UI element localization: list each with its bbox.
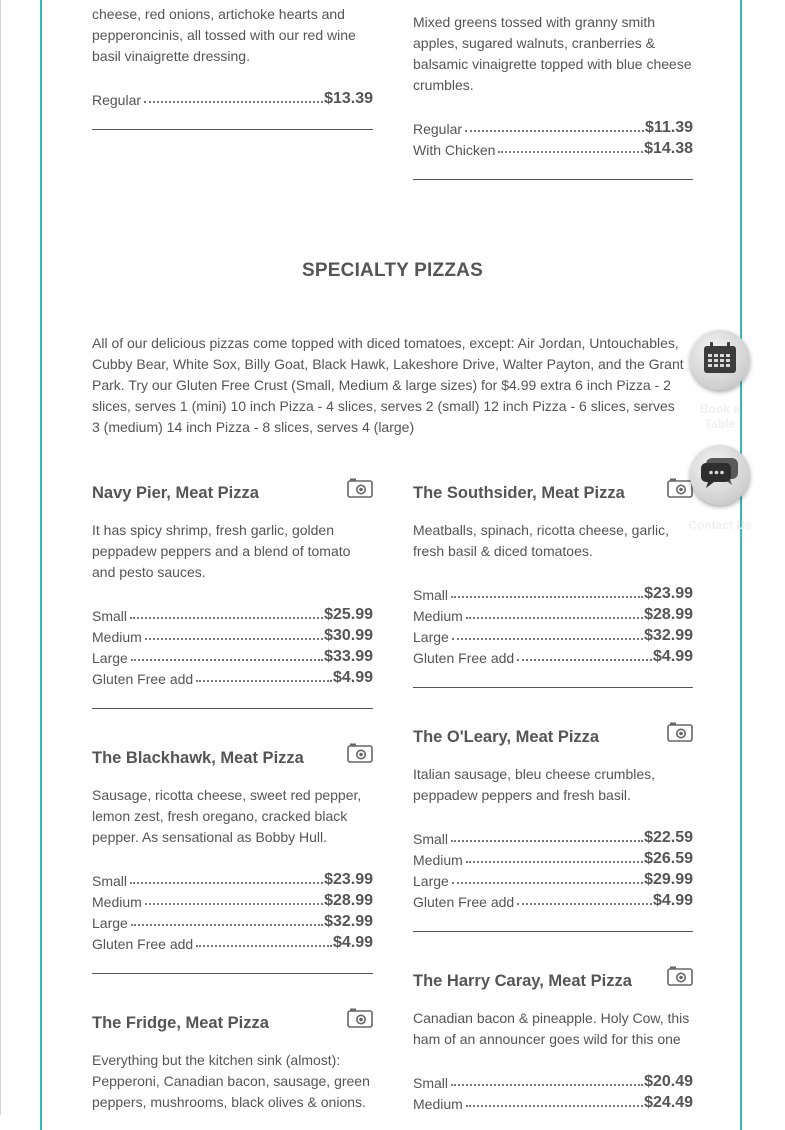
item-description: It has spicy shrimp, fresh garlic, golden peppadew peppers and a blend of tomato and pesto sauces. [92,522,351,580]
price-value: $23.99 [644,585,693,602]
item-description: cheese, red onions, artichoke hearts and pepperoncinis, all tossed with our red wine basil vinaigrette dressing. [92,6,356,64]
price-leader [466,617,643,619]
price-leader [498,151,643,153]
price-value: $4.99 [652,892,693,909]
price-label: Gluten Free add [413,650,517,666]
price-value: $28.99 [644,606,693,623]
price-label: Regular [413,121,465,137]
price-value: $30.99 [324,627,373,644]
price-row [92,868,373,889]
price-label: Gluten Free add [413,894,517,910]
price-row [413,137,693,158]
camera-icon[interactable] [667,478,693,498]
price-row [92,931,373,952]
price-value: $33.99 [324,648,373,665]
price-label: Medium [92,894,145,910]
item-description: Mixed greens tossed with granny smith apples, sugared walnuts, cranberries & balsamic vinaigrette topped with blue cheese crumbles. [413,14,692,93]
price-row [413,1070,693,1091]
price-row [413,582,693,603]
price-value: $28.99 [324,892,373,909]
page-edge [0,0,1,1115]
pizza-item-blackhawk [92,741,373,974]
divider [413,179,693,180]
salad-item-right [413,12,693,180]
price-row [413,1091,693,1112]
divider [92,708,373,709]
pizza-title: The Fridge, Meat Pizza [92,1014,269,1032]
item-description: Italian sausage, bleu cheese crumbles, peppadew peppers and fresh basil. [413,766,656,803]
divider [92,973,373,974]
price-row [92,889,373,910]
price-value: $14.38 [644,140,693,157]
price-value: $4.99 [652,648,693,665]
camera-icon[interactable] [347,1008,373,1028]
price-label: Small [413,587,451,603]
price-leader [452,882,643,884]
price-row [413,826,693,847]
price-label: Small [92,873,130,889]
price-row [92,87,373,108]
item-description: Meatballs, spinach, ricotta cheese, garlic, fresh basil & diced tomatoes. [413,522,670,559]
pizza-item-southsider [413,476,693,688]
price-label: With Chicken [413,142,498,158]
price-value: $24.49 [644,1094,693,1111]
camera-icon[interactable] [347,478,373,498]
camera-icon[interactable] [667,966,693,986]
price-value: $32.99 [644,627,693,644]
contact-us-button[interactable] [690,445,750,505]
pizza-item-oleary [413,720,693,932]
price-leader [130,617,323,619]
price-label: Small [413,831,451,847]
price-row [413,847,693,868]
divider [413,931,693,932]
price-row [92,603,373,624]
price-label: Medium [92,629,145,645]
price-label: Large [413,629,452,645]
price-leader [131,924,323,926]
pizza-title: The Southsider, Meat Pizza [413,484,625,502]
book-table-button[interactable] [690,330,750,390]
price-value: $13.39 [324,90,373,107]
pizza-item-harry-caray [413,964,693,1112]
price-leader [130,882,323,884]
price-value: $22.59 [644,829,693,846]
price-label: Large [92,650,131,666]
price-leader [131,659,323,661]
camera-icon[interactable] [347,743,373,763]
price-leader [145,903,323,905]
item-description: Canadian bacon & pineapple. Holy Cow, this ham of an announcer goes wild for this one [413,1010,690,1047]
price-leader [451,596,643,598]
price-leader [452,638,643,640]
price-value: $23.99 [324,871,373,888]
salad-item-left [92,4,373,130]
price-row [92,910,373,931]
price-label: Large [413,873,452,889]
price-leader [466,861,643,863]
price-label: Gluten Free add [92,671,196,687]
price-row [92,645,373,666]
section-title: SPECIALTY PIZZAS [302,260,483,281]
price-label: Gluten Free add [92,936,196,952]
section-intro: All of our delicious pizzas come topped with diced tomatoes, except: Air Jordan, Untouchables, Cubby Bear, White Sox, Billy Goat, Black Hawk, Lakeshore Drive, Walter Payton, and the Grant Park. Try our Gluten Free Crust (Small, Medium & large sizes) for $4.99 extra 6 inch Pizza - 2 slices, serves 1 (mini) 10 inch Pizza - 4 slices, serves 2 (small) 12 inch Pizza - 6 slices, serves 3 (medium) 14 inch Pizza - 8 slices, serves 4 (large) [92,335,684,435]
pizza-title: Navy Pier, Meat Pizza [92,484,259,502]
price-leader [145,638,323,640]
price-row [413,116,693,137]
price-row [413,868,693,889]
price-leader [517,659,652,661]
contact-us-label[interactable]: Contact Us [688,518,752,532]
price-row [92,624,373,645]
price-label: Large [92,915,131,931]
price-leader [466,1105,643,1107]
price-row [413,645,693,666]
price-value: $4.99 [332,669,373,686]
price-leader [451,840,643,842]
price-row [413,624,693,645]
price-label: Regular [92,92,144,108]
price-row [413,603,693,624]
divider [92,129,373,130]
price-label: Small [413,1075,451,1091]
item-description: Sausage, ricotta cheese, sweet red pepper, lemon zest, fresh oregano, cracked black pepper. As sensational as Bobby Hull. [92,787,362,845]
price-leader [196,680,332,682]
price-row [92,666,373,687]
pizza-title: The O'Leary, Meat Pizza [413,728,600,746]
item-description: Everything but the kitchen sink (almost): Pepperoni, Canadian bacon, sausage, green peppers, mushrooms, black olives & onions. [92,1052,370,1110]
price-value: $20.49 [644,1073,693,1090]
book-table-label[interactable]: Book a Table [699,402,740,431]
price-value: $29.99 [644,871,693,888]
price-label: Medium [413,1096,466,1112]
chat-bubbles-icon [700,455,740,496]
price-label: Medium [413,852,466,868]
camera-icon[interactable] [667,722,693,742]
pizza-item-navy-pier [92,476,373,709]
price-leader [451,1084,643,1086]
pizza-title: The Blackhawk, Meat Pizza [92,749,304,767]
pizza-item-fridge [92,1006,373,1113]
price-leader [465,130,644,132]
price-value: $32.99 [324,913,373,930]
price-label: Medium [413,608,466,624]
price-row [413,889,693,910]
price-leader [144,101,323,103]
divider [413,687,693,688]
price-value: $4.99 [332,934,373,951]
calendar-icon [703,342,737,379]
price-leader [517,903,652,905]
price-value: $26.59 [644,850,693,867]
price-value: $25.99 [324,606,373,623]
price-value: $11.39 [644,119,693,136]
price-label: Small [92,608,130,624]
price-leader [196,945,332,947]
pizza-title: The Harry Caray, Meat Pizza [413,972,632,990]
